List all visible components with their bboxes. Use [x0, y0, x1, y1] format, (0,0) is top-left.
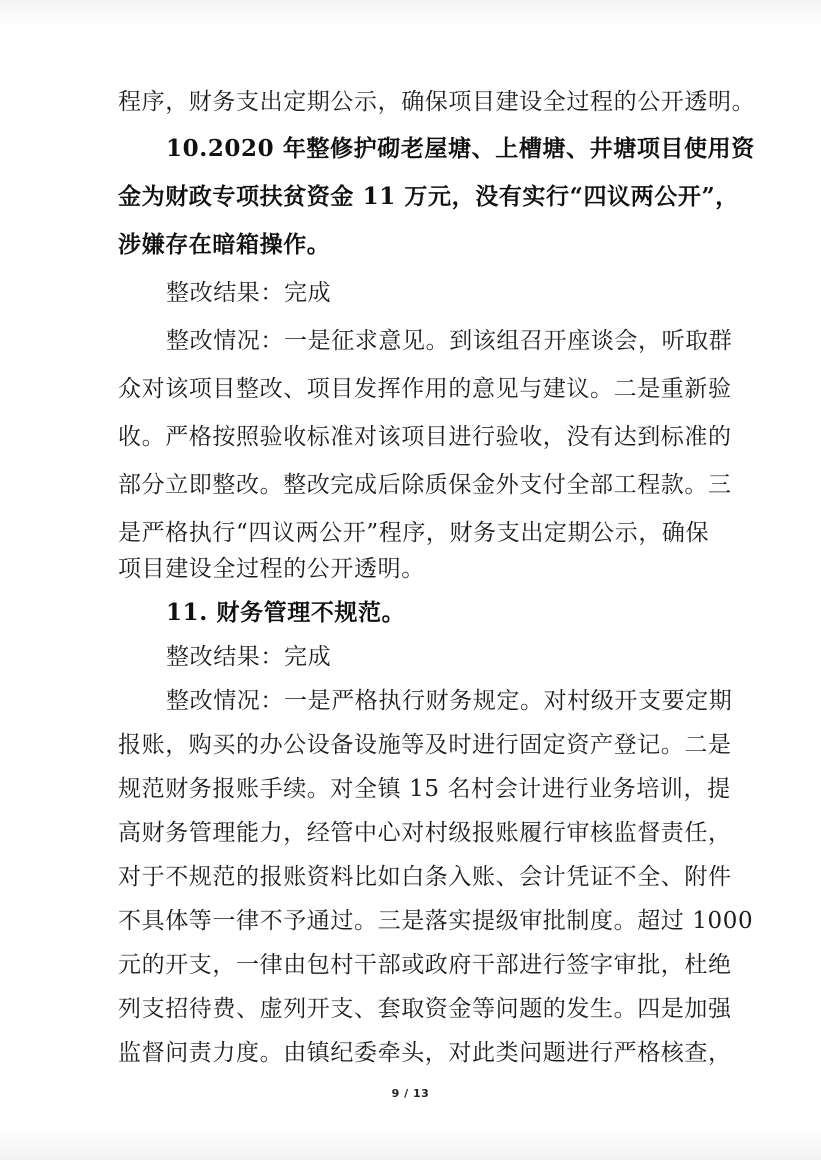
text-line: 规范财务报账手续。对全镇 15 名村会计进行业务培训，提	[118, 776, 731, 802]
text-line: 高财务管理能力，经管中心对村级报账履行审核监督责任，	[118, 820, 732, 846]
text-line: 不具体等一律不予通过。三是落实提级审批制度。超过 1000	[118, 908, 754, 934]
text-line: 是严格执行“四议两公开”程序，财务支出定期公示，确保	[118, 520, 710, 546]
item-11-heading: 11. 财务管理不规范。	[166, 599, 406, 626]
text-line: 程序，财务支出定期公示，确保项目建设全过程的公开透明。	[118, 89, 756, 115]
result-label: 整改结果：完成	[166, 644, 332, 670]
text-line: 整改情况：一是征求意见。到该组召开座谈会，听取群	[166, 328, 733, 354]
text-line: 整改情况：一是严格执行财务规定。对村级开支要定期	[166, 688, 733, 714]
page-number: 9 / 13	[391, 1087, 430, 1100]
item-10-heading-cont: 金为财政专项扶贫资金 11 万元，没有实行“四议两公开”，	[118, 183, 739, 210]
item-10-heading: 10.2020 年整修护砌老屋塘、上槽塘、井塘项目使用资	[166, 135, 755, 162]
text-line: 众对该项目整改、项目发挥作用的意见与建议。二是重新验	[118, 376, 732, 402]
text-line: 收。严格按照验收标准对该项目进行验收，没有达到标准的	[118, 424, 732, 450]
text-line: 监督问责力度。由镇纪委牵头，对此类问题进行严格核查，	[118, 1040, 732, 1066]
result-label: 整改结果：完成	[166, 280, 332, 306]
text-line: 部分立即整改。整改完成后除质保金外支付全部工程款。三	[118, 472, 732, 498]
text-line: 元的开支，一律由包村干部或政府干部进行签字审批，杜绝	[118, 952, 732, 978]
item-10-heading-cont: 涉嫌存在暗箱操作。	[118, 231, 331, 258]
text-line: 项目建设全过程的公开透明。	[118, 556, 425, 582]
text-line: 报账，购买的办公设备设施等及时进行固定资产登记。二是	[118, 732, 732, 758]
text-line: 对于不规范的报账资料比如白条入账、会计凭证不全、附件	[118, 864, 732, 890]
text-line: 列支招待费、虚列开支、套取资金等问题的发生。四是加强	[118, 996, 732, 1022]
